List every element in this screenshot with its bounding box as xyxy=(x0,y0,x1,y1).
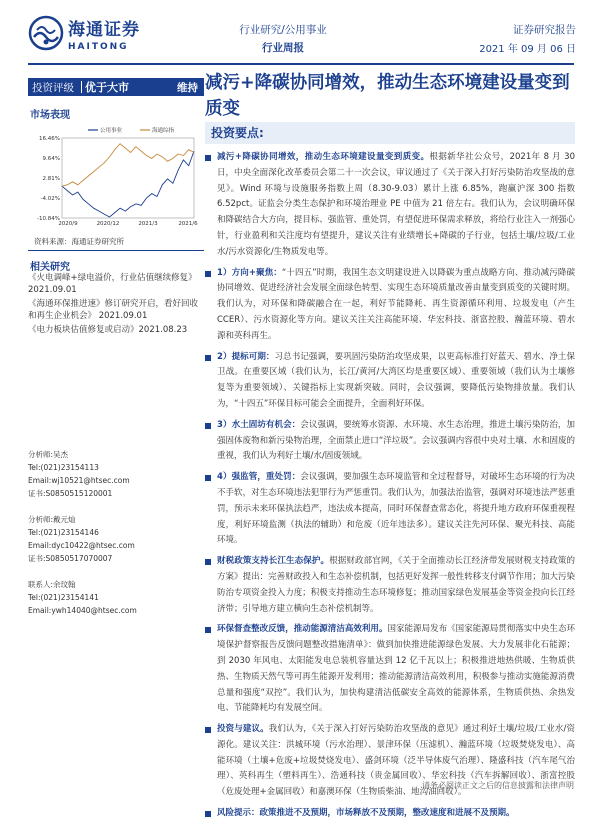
key-point-text: 会议强调，要加强生态环境监管和全过程督导，对破坏生态环境的行为决不手软，对生态环境违法犯罪行为严惩重罚。我们认为，加强法治监管，强调对环境违法严惩重罚，预示未来环保执法趋严，违法成本提高，同时环保督查常态化，将提升地方政府环保重视程度，利好环境监测（执法的辅助）和危废（近年违法多）。建议关注先河环保、聚光科技、高能环境。 xyxy=(217,472,575,546)
analyst-2 xyxy=(28,513,204,565)
series-line-industry xyxy=(62,151,194,217)
analyst-cert: 证书:S0850517070007 xyxy=(28,554,113,563)
analyst-role: 联系人:余玟翰 xyxy=(28,580,76,589)
bullet-icon xyxy=(205,627,211,633)
analyst-email[interactable]: Email:ywh14040@htsec.com xyxy=(28,606,137,615)
brand-logo xyxy=(28,10,148,56)
analyst-email[interactable]: Email:wj10521@htsec.com xyxy=(28,476,130,485)
analyst-3 xyxy=(28,578,204,617)
footer-disclaimer: 请务必阅读正文之后的信息披露和法律声明 xyxy=(422,781,574,790)
haitong-logo-icon xyxy=(28,15,64,51)
chart-source: 资料来源：海通证券研究所 xyxy=(34,237,124,246)
report-category-block xyxy=(218,22,348,56)
related-research-label: 相关研究 xyxy=(30,262,70,273)
bullet-icon xyxy=(205,271,211,277)
analyst-role: 分析师:戴元灿 xyxy=(28,515,76,524)
key-point-paragraph xyxy=(205,806,575,822)
analyst-tel: Tel:(021)23154113 xyxy=(28,463,99,472)
header-divider xyxy=(28,63,574,65)
analyst-tel: Tel:(021)23154146 xyxy=(28,528,99,537)
related-item[interactable]: 《电力板块估值修复或启动》2021.08.23 xyxy=(28,325,188,335)
legend-label: 海通综指 xyxy=(152,128,175,134)
bullet-icon xyxy=(205,355,211,361)
y-tick-label: -10.84% xyxy=(37,216,60,222)
analyst-cert: 证书:S0850515120001 xyxy=(28,489,113,498)
report-type: 行业周报 xyxy=(262,42,304,54)
related-item[interactable]: 《海通环保推进速》修订研究开启，看好回收和再生企业机会》 2021.09.01 xyxy=(28,299,199,321)
rating-separator xyxy=(81,81,82,93)
x-tick-label: 2020/9 xyxy=(58,221,78,227)
related-item[interactable]: 《火电调峰+绿电溢价，行业估值继续修复》 2021.09.01 xyxy=(28,273,197,295)
x-tick-label: 2020/12 xyxy=(96,221,120,227)
key-point-paragraph xyxy=(205,150,575,261)
logo-chinese: 海通证券 xyxy=(68,19,140,40)
key-point-lead: 环保督查整改反馈，推动能源清洁高效利用。 xyxy=(217,624,388,635)
key-point-lead: 财税政策支持长江生态保护。 xyxy=(217,556,330,567)
report-date: 2021 年 09 月 06 日 xyxy=(479,44,576,55)
y-tick-label: 9.64% xyxy=(42,156,60,162)
key-point-text: 会议强调，要统筹水资源、水环境、水生态治理，推进土壤污染防治，加强固体废物和新污染物治理，全面禁止进口“洋垃圾”。会议强调内容很中央对土壤、水和固废的重视，我们认为利好土壤/水/固废领域。 xyxy=(217,419,575,462)
market-performance-label: 市场表现 xyxy=(30,110,70,121)
key-point-lead: 2）提标可期： xyxy=(217,351,275,362)
key-point-text: 国家能源局发布《国家能源局贯彻落实中央生态环境保护督察报告反馈问题整改措施清单》：做到加快推进能源绿色发展、大力发展非化石能源；到 2030 年风电、太阳能发电总装机容量达到 12 亿千瓦以上；积极推进地热供暖、生物质供热、生物质天然气等可再生能源开发利用；推动能源清洁高效利用，积极参与推动实施能源消费总量和强度“双控”。我们认为，加快构建清洁低碳安全高效的能源体系，生物质供热、余热发电、节能降耗均有发展空间。 xyxy=(217,624,575,714)
key-point-text: 习总书记强调，要巩固污染防治攻坚成果，以更高标准打好蓝天、碧水、净土保卫战。在重要区域（我们认为，长江/黄河/大湾区均是重要区域）、重要领域（我们认为土壤修复等为重要领域）、关键指标上实现新突破。同时，会议强调，要降低污染物排放量。我们认为，“十四五”环保目标可能会全面提升，全面利好环保。 xyxy=(217,351,575,409)
report-label: 证券研究报告 xyxy=(513,24,576,36)
y-tick-label: -4.02% xyxy=(40,196,60,202)
key-points-body xyxy=(205,150,575,827)
key-point-text: 根据财政部官网，《关于全面推动长江经济带发展财税支持政策的方案》提出：完善财政投入和生态补偿机制，包括更好发挥一般性转移支付调节作用；加大污染防治专项资金投入力度；积极支持推动生态环境修复；推动国家绿色发展基金等资金投向长江经济带；引导地方建立横向生态补偿机制等。 xyxy=(217,556,575,614)
bullet-icon xyxy=(205,811,211,817)
key-point-paragraph xyxy=(205,470,575,549)
key-point-lead: 4）强监管，重处罚： xyxy=(217,472,301,483)
report-meta-block xyxy=(466,22,576,58)
related-research-list xyxy=(28,272,204,336)
logo-english: HAITONG xyxy=(68,41,129,52)
analyst-email[interactable]: Email:dyc10422@htsec.com xyxy=(28,541,135,550)
rating-value: 优于大市 xyxy=(85,81,129,94)
report-header xyxy=(0,0,600,62)
bullet-icon xyxy=(205,727,211,733)
key-points-heading: 投资要点: xyxy=(205,122,575,144)
market-performance-chart xyxy=(28,124,198,232)
key-point-lead: 风险提示：政策推进不及预期，市场释放不及预期，整改速度和进展不及预期。 xyxy=(217,808,515,819)
key-point-lead: 1）方向+聚焦： xyxy=(217,267,282,278)
key-point-paragraph xyxy=(205,554,575,617)
y-tick-label: 2.81% xyxy=(42,176,60,182)
analyst-role: 分析师:吴杰 xyxy=(28,450,69,459)
x-tick-label: 2021/6 xyxy=(178,221,198,227)
key-point-lead: 3）水土固坊有机会： xyxy=(217,419,301,430)
key-point-lead: 投资与建议。 xyxy=(217,724,269,735)
key-point-paragraph xyxy=(205,350,575,413)
rating-bar xyxy=(28,78,204,96)
bullet-icon xyxy=(205,155,211,161)
report-title: 减污+降碳协同增效，推动生态环境建设量变到质变 xyxy=(205,73,570,119)
x-tick-label: 2021/3 xyxy=(138,221,158,227)
report-category: 行业研究/公用事业 xyxy=(239,24,327,36)
y-tick-label: 16.46% xyxy=(39,136,60,142)
rating-maintain: 维持 xyxy=(177,81,198,94)
key-point-text: 我们认为，《关于深入打好污染防治攻坚战的意见》通过利好土壤/垃圾/工业水/资源化。建议关注：洪城环境（污水治理）、景津环保（压滤机）、瀚蓝环境（垃圾焚烧发电）、高能环境（土壤+危废+垃圾焚烧发电）、盛剑环境（泛半导体废气治理）、隆盛科技（汽车尾气治理）、英科再生（塑料再生）、浩通科技（贵金属回收）、华宏科技（汽车拆解回收）、浙富控股（危废处理+金属回收）和嘉澳环保（生物质柴油、地沟油回收）。 xyxy=(217,724,575,798)
analyst-block xyxy=(28,448,204,617)
key-point-paragraph xyxy=(205,266,575,345)
analyst-1 xyxy=(28,448,204,500)
analyst-tel: Tel:(021)23154141 xyxy=(28,593,99,602)
key-point-text: 根据新华社公众号，2021年 8 月 30 日，中央全面深化改革委员会第二十一次会议，审议通过了《关于深入打好污染防治攻坚战的意见》。Wind 环境与设施服务指数上周（8.30-9.03）累计上涨 6.85%，跑赢沪深 300 指数 6.52pct。证监会分类生态保护和环境治理业 PE 中值为 21 倍左右。我们认为，会议明确环保和降碳结合大方向，提目标、强监管、重处罚，有望促进环保需求释放，将给行业注入一剂强心针，行业盈利和关注度均有望提升，建议关注有业绩增长+降碳的子行业，包括土壤/垃圾/工业水/污水资源化/生物质发电等。 xyxy=(217,152,576,257)
legend-label: 公用事业 xyxy=(100,128,123,134)
key-point-paragraph xyxy=(205,622,575,717)
source-divider xyxy=(28,250,204,251)
bullet-icon xyxy=(205,559,211,565)
key-point-lead: 减污+降碳协同增效，推动生态环境建设量变到质变。 xyxy=(217,152,430,162)
rating-label: 投资评级 xyxy=(32,81,74,94)
key-point-text: “十四五”时期，我国生态文明建设进入以降碳为重点战略方向、推动减污降碳协同增效、促进经济社会发展全面绿色转型、实现生态环境质量改善由量变到质变的关键时期。我们认为，对环保和降碳融合在一起，利好节能降耗、再生资源循环利用、垃圾发电（产生 CCER）、污水资源化等方向。建议关注关注高能环境、华宏科技、浙富控股、瀚蓝环境、碧水源和英科再生。 xyxy=(217,267,575,341)
bullet-icon xyxy=(205,423,211,429)
key-point-paragraph xyxy=(205,418,575,465)
bullet-icon xyxy=(205,475,211,481)
